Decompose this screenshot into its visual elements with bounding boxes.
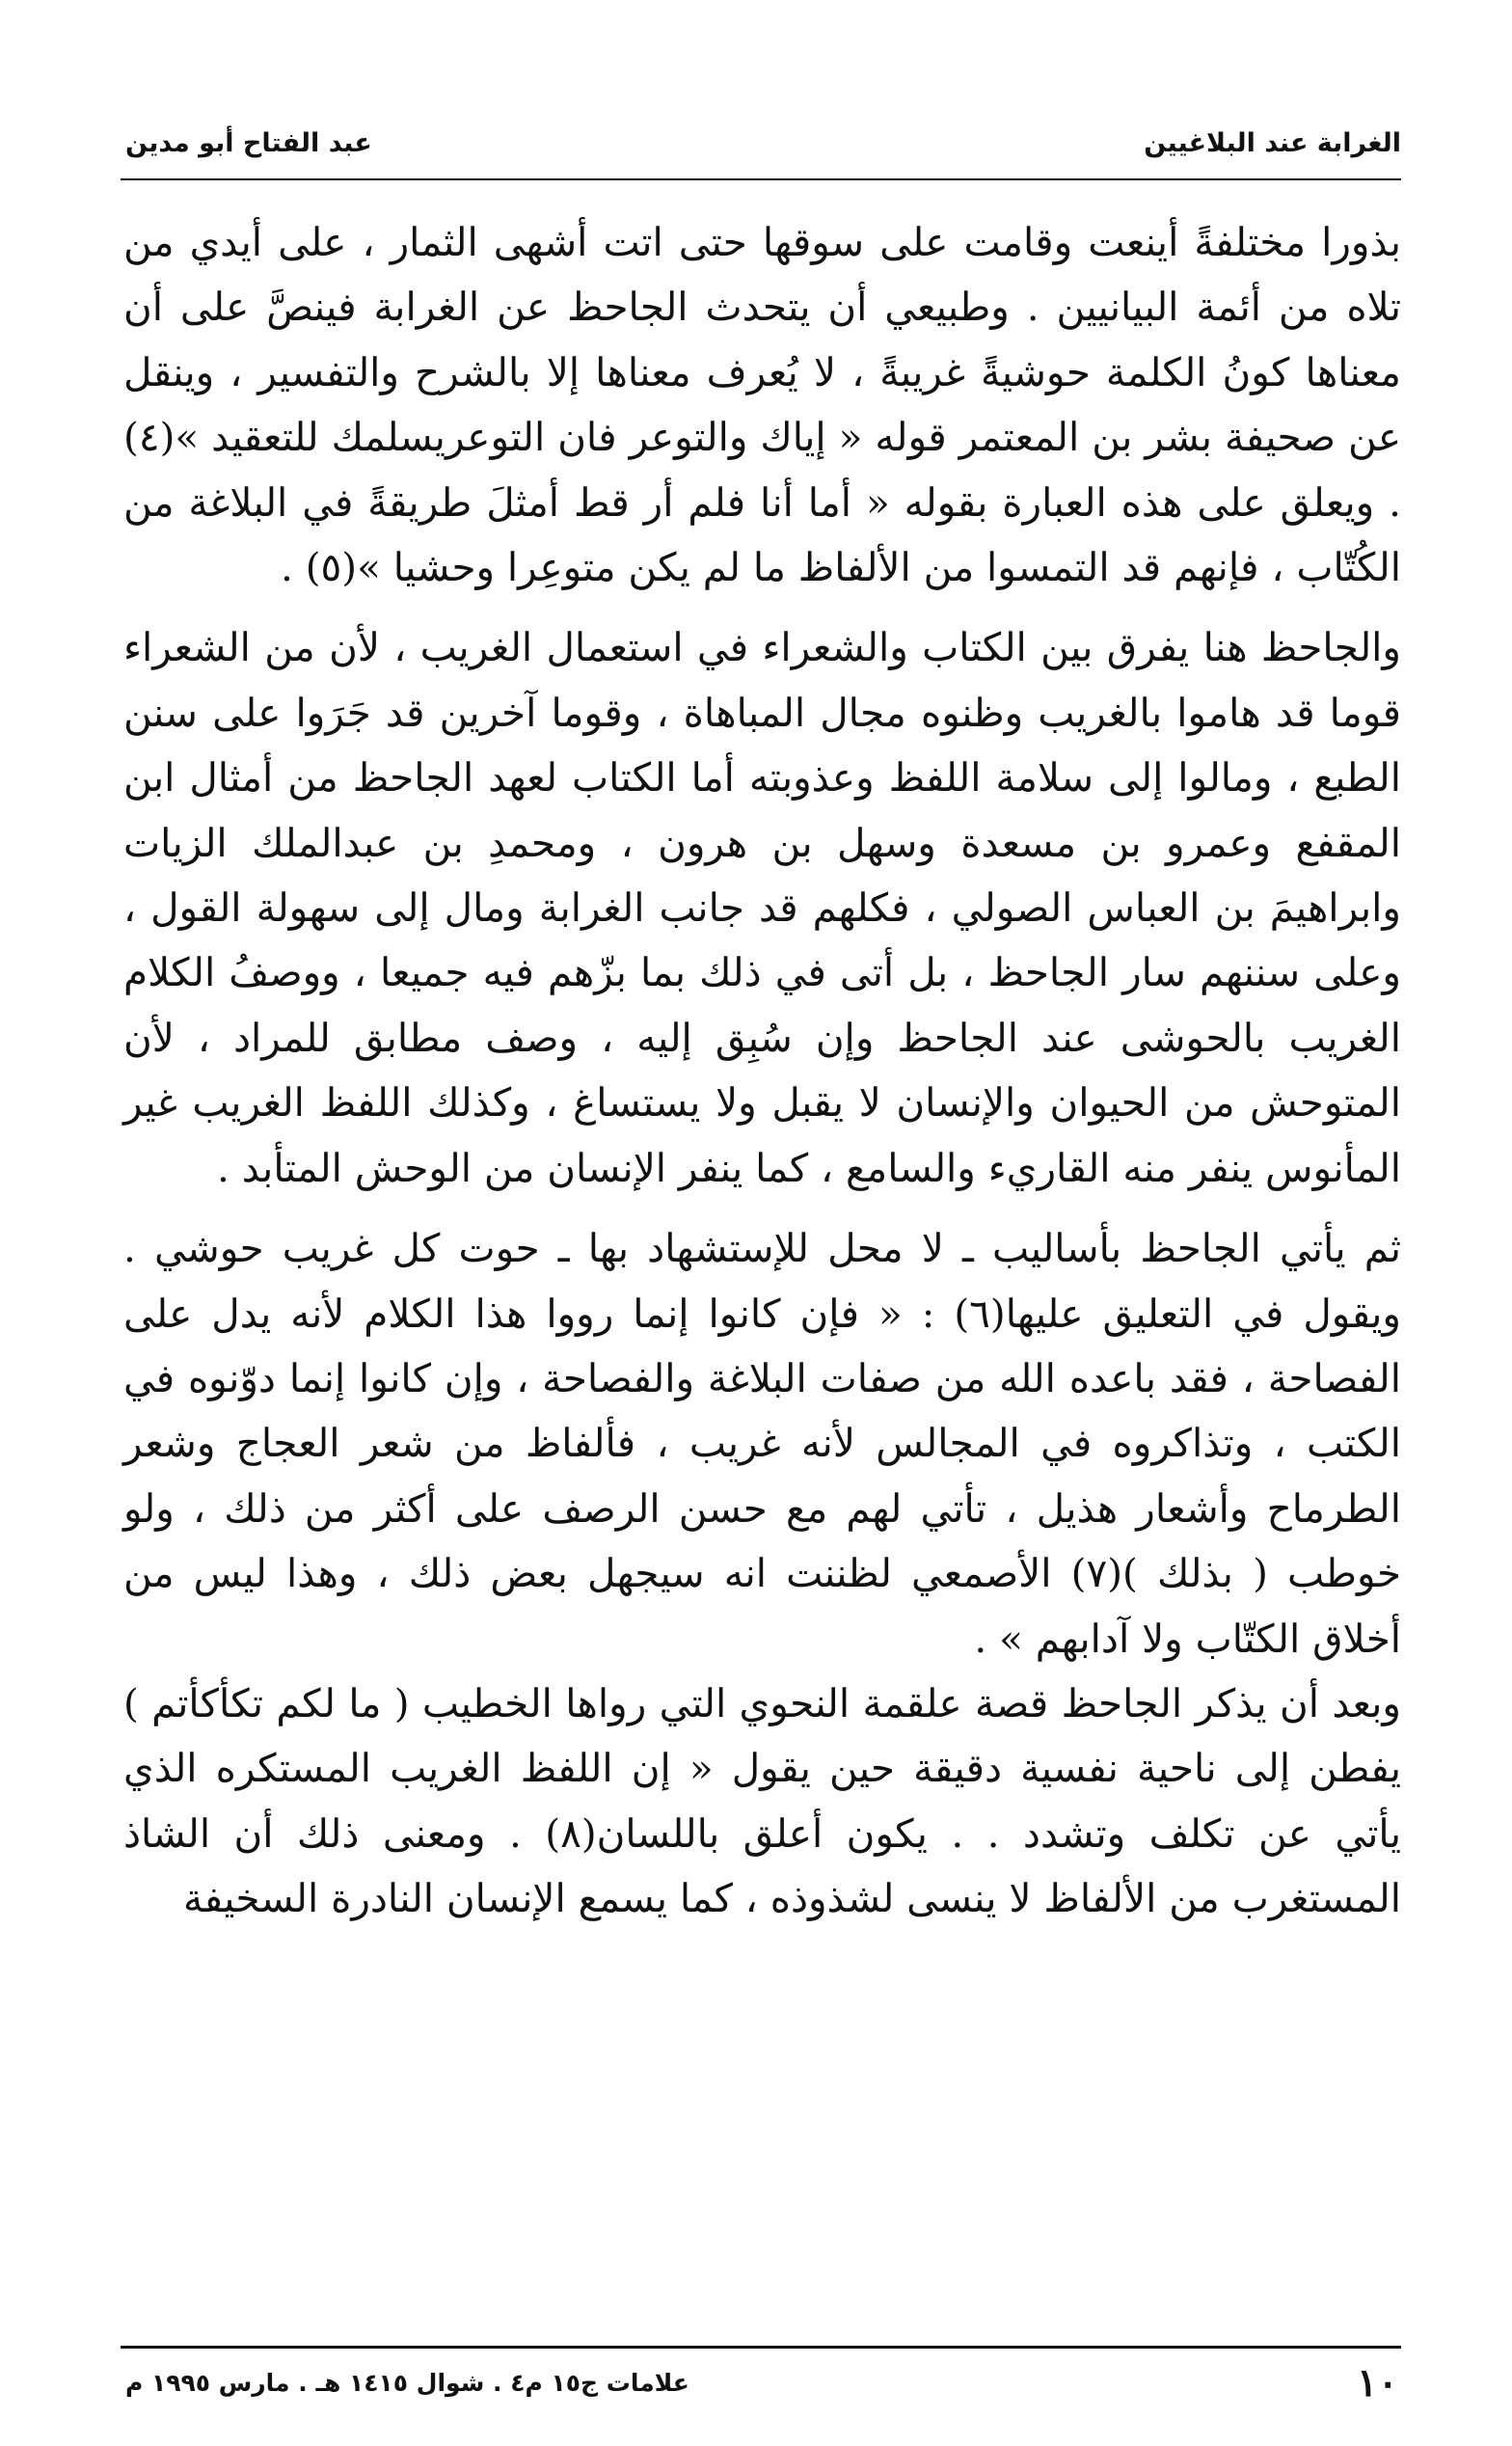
- page-footer: [125, 2353, 1398, 2411]
- footer-rule: [121, 2346, 1401, 2349]
- author-name: عبد الفتاح أبو مدين: [125, 127, 372, 158]
- chapter-title: الغرابة عند البلاغيين: [1144, 127, 1401, 158]
- page-number: ١٠: [1357, 2359, 1398, 2405]
- paragraph-2: والجاحظ هنا يفرق بين الكتاب والشعراء في استعمال الغريب ، لأن من الشعراء قوما قد هاموا بالغريب وظنوه مجال المباهاة ، وقوما آخرين قد جَرَوا على سنن الطبع ، ومالوا إلى سلامة اللفظ وعذوبته أما الكتاب لعهد الجاحظ من أمثال ابن المقفع وعمرو بن مسعدة وسهل بن هرون ، ومحمدِ بن عبدالملك الزيات وابراهيمَ بن العباس الصولي ، فكلهم قد جانب الغرابة ومال إلى سهولة القول ، وعلى سننهم سار الجاحظ ، بل أتى في ذلك بما بزّهم فيه جميعا ، ووصفُ الكلام الغريب بالحوشى عند الجاحظ وإن سُبِق إليه ، وصف مطابق للمراد ، لأن المتوحش من الحيوان والإنسان لا يقبل ولا يستساغ ، وكذلك اللفظ الغريب غير المأنوس ينفر منه القاريء والسامع ، كما ينفر الإنسان من الوحش المتأبد .: [123, 624, 1401, 1191]
- paragraph-4: وبعد أن يذكر الجاحظ قصة علقمة النحوي التي رواها الخطيب ( ما لكم تكأكأتم ) يفطن إلى ناحية نفسية دقيقة حين يقول « إن اللفظ الغريب المستكره الذي يأتي عن تكلف وتشدد . . يكون أعلق باللسان(٨) . ومعنى ذلك أن الشاذ المستغرب من الألفاظ لا ينسى لشذوذه ، كما يسمع الإنسان النادرة السخيفة: [123, 1679, 1401, 1922]
- issue-info: علامات ج١٥ م٤ . شوال ١٤١٥ هـ . مارس ١٩٩٥ م: [125, 2368, 689, 2397]
- article-body: [123, 210, 1401, 1932]
- running-head: [125, 114, 1401, 172]
- paragraph-3: ثم يأتي الجاحظ بأساليب ـ لا محل للإستشهاد بها ـ حوت كل غريب حوشي . ويقول في التعليق عليها(٦) : « فإن كانوا إنما رووا هذا الكلام لأنه يدل على الفصاحة ، فقد باعده الله من صفات البلاغة والفصاحة ، وإن كانوا إنما دوّنوه في الكتب ، وتذاكروه في المجالس لأنه غريب ، فألفاظ من شعر العجاج وشعر الطرماح وأشعار هذيل ، تأتي لهم مع حسن الرصف على أكثر من ذلك ، ولو خوطب ( بذلك )(٧) الأصمعي لظننت انه سيجهل بعض ذلك ، وهذا ليس من أخلاق الكتّاب ولا آدابهم » .: [123, 1225, 1401, 1662]
- header-rule: [121, 178, 1401, 180]
- paragraph-1: بذورا مختلفةً أينعت وقامت على سوقها حتى اتت أشهى الثمار ، على أيدي من تلاه من أئمة البيانيين . وطبيعي أن يتحدث الجاحظ عن الغرابة فينصَّ على أن معناها كونُ الكلمة حوشيةً غريبةً ، لا يُعرف معناها إلا بالشرح والتفسير ، وينقل عن صحيفة بشر بن المعتمر قوله « إياك والتوعر فان التوعريسلمك للتعقيد »(٤) . ويعلق على هذه العبارة بقوله « أما أنا فلم أر قط أمثلَ طريقةً في البلاغة من الكُتّاب ، فإنهم قد التمسوا من الألفاظ ما لم يكن متوعِرا وحشيا »(٥) .: [123, 219, 1401, 591]
